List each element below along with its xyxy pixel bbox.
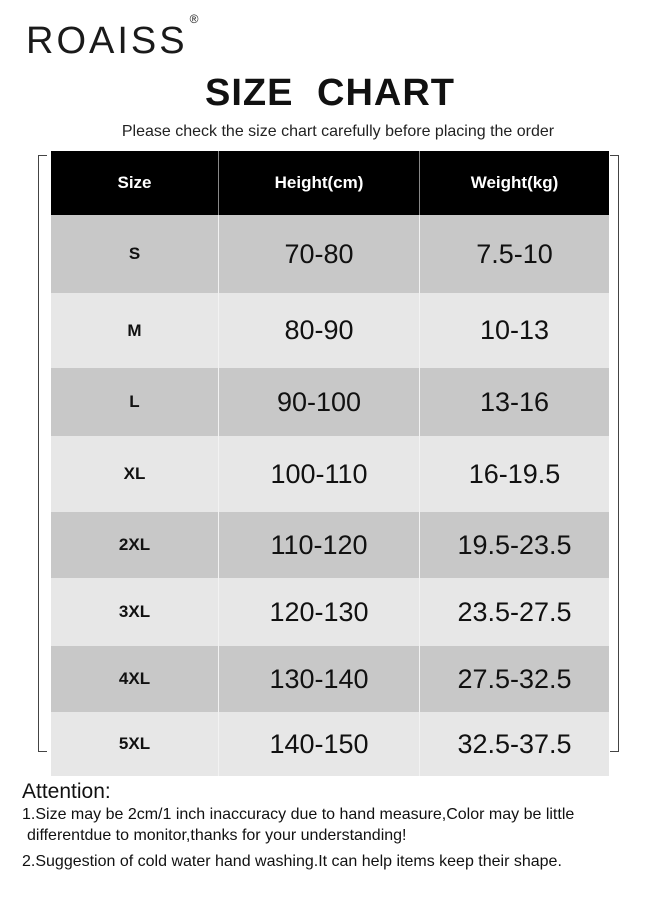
table-row	[51, 293, 609, 368]
cell-height: 140-150	[219, 712, 420, 776]
attention-notes	[22, 804, 652, 872]
table-row	[51, 368, 609, 436]
page-subtitle: Please check the size chart carefully before placing the order	[121, 123, 555, 140]
note-1-line-2: differentdue to monitor,thanks for your understanding!	[27, 827, 407, 844]
cell-weight: 32.5-37.5	[457, 728, 572, 759]
cell-height: 80-90	[219, 293, 420, 368]
cell-weight: 10-13	[479, 315, 550, 345]
cell-size: M	[51, 293, 219, 368]
header-height: Height(cm)	[219, 151, 420, 215]
cell-weight: 7.5-10	[476, 238, 553, 269]
header-weight: Weight(kg)	[470, 173, 559, 192]
cell-size: 2XL	[51, 512, 219, 578]
table-header	[51, 151, 609, 215]
registered-mark: ®	[189, 12, 199, 27]
cell-size: S	[51, 215, 219, 293]
cell-weight: 19.5-23.5	[457, 529, 572, 560]
table-row	[51, 512, 609, 578]
note-2: 2.Suggestion of cold water hand washing.It can help items keep their shape.	[22, 853, 562, 870]
header-size: Size	[51, 151, 219, 215]
table-row	[51, 436, 609, 512]
cell-height: 70-80	[219, 215, 420, 293]
table-row	[51, 646, 609, 712]
table-row	[51, 578, 609, 646]
left-bracket-decoration	[38, 155, 47, 752]
cell-height: 90-100	[219, 368, 420, 436]
cell-size: 5XL	[51, 712, 219, 776]
table-row	[51, 215, 609, 293]
brand-name: ROAISS	[26, 20, 188, 62]
cell-weight: 13-16	[479, 386, 550, 417]
cell-height: 130-140	[219, 646, 420, 712]
cell-height: 110-120	[219, 512, 420, 578]
attention-heading: Attention:	[22, 780, 111, 803]
note-1-line-1: 1.Size may be 2cm/1 inch inaccuracy due to hand measure,Color may be little	[22, 806, 575, 823]
cell-height: 100-110	[219, 436, 420, 512]
size-chart-table	[51, 151, 609, 776]
cell-weight: 27.5-32.5	[457, 663, 572, 694]
cell-weight: 23.5-27.5	[457, 596, 572, 627]
cell-size: XL	[51, 436, 219, 512]
cell-size: 3XL	[51, 578, 219, 646]
cell-size: L	[51, 368, 219, 436]
cell-size: 4XL	[51, 646, 219, 712]
right-bracket-decoration	[610, 155, 619, 752]
cell-weight: 16-19.5	[468, 458, 561, 489]
brand-logo	[26, 12, 199, 62]
cell-height: 120-130	[219, 578, 420, 646]
table-row	[51, 712, 609, 776]
page-title: SIZE CHART	[205, 72, 455, 114]
